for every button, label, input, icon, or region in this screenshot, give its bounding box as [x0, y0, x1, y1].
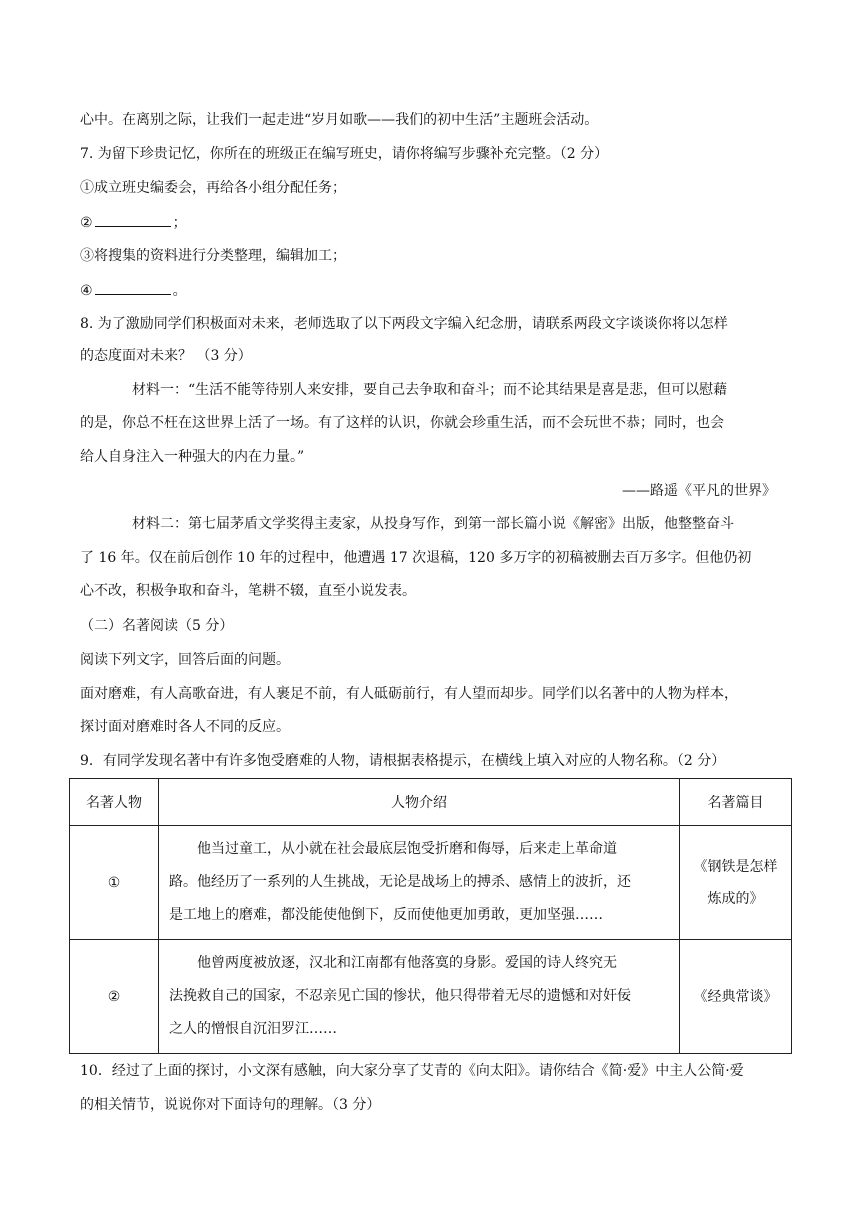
step-3: ③将搜集的资料进行分类整理，编辑加工；	[80, 248, 346, 264]
material-1-line-3: 给人自身注入一种强大的内在力量。”	[80, 449, 305, 465]
material-1-source: ——路遥《平凡的世界》	[622, 483, 776, 499]
row-1-person[interactable]: ①	[70, 826, 159, 940]
header-work: 名著篇目	[680, 779, 792, 826]
question-9: 9．有同学发现名著中有许多饱受磨难的人物，请根据表格提示，在横线上填入对应的人物名称。（2 分）	[80, 753, 726, 769]
passage-line-2: 探讨面对磨难时各人不同的反应。	[80, 719, 290, 735]
step-1: ①成立班史编委会，再给各小组分配任务；	[80, 180, 346, 196]
header-intro: 人物介绍	[159, 779, 680, 826]
material-2-line-1: 材料二：第七届茅盾文学奖得主麦家，从投身写作，到第一部长篇小说《解密》出版，他整整奋斗	[132, 516, 734, 532]
step-4-number: ④	[80, 283, 93, 299]
question-7: 7. 为留下珍贵记忆，你所在的班级正在编写班史，请你将编写步骤补充完整。（2 分）	[80, 146, 609, 162]
read-instruction: 阅读下列文字，回答后面的问题。	[80, 652, 290, 668]
material-2-line-3: 心不改，积极争取和奋斗，笔耕不辍，直至小说发表。	[80, 583, 416, 599]
step-4-punct: 。	[172, 283, 187, 299]
step-4-blank[interactable]	[95, 280, 171, 295]
table-row	[70, 940, 792, 1054]
section-2-heading: （二）名著阅读（5 分）	[80, 618, 234, 634]
header-person: 名著人物	[70, 779, 159, 826]
passage-line-1: 面对磨难，有人高歌奋进，有人裹足不前，有人砥砺前行，有人望而却步。同学们以名著中的人物为样本，	[80, 686, 738, 702]
row-1-intro: 他当过童工，从小就在社会最底层饱受折磨和侮辱，后来走上革命道 路。他经历了一系列的人生挑战，无论是战场上的搏杀、感情上的波折，还 是工地上的磨难，都没能使他倒下，反而使他更加勇敢，更加坚强……	[159, 826, 680, 940]
row-1-work: 《钢铁是怎样 炼成的》	[680, 826, 792, 940]
books-table	[69, 778, 792, 1054]
question-8-line-1: 8. 为了激励同学们积极面对未来，老师选取了以下两段文字编入纪念册，请联系两段文字谈谈你将以怎样	[80, 316, 728, 332]
question-10-line-2: 的相关情节，说说你对下面诗句的理解。（3 分）	[80, 1097, 381, 1113]
intro-end-line: 心中。在离别之际，让我们一起走进“岁月如歌——我们的初中生活”主题班会活动。	[80, 112, 599, 128]
table-header-row	[70, 779, 792, 826]
material-2-line-2: 了 16 年。仅在前后创作 10 年的过程中，他遭遇 17 次退稿，120 多万字的初稿被删去百万多字。但他仍初	[80, 550, 752, 566]
step-2-punct: ；	[172, 215, 187, 231]
row-2-intro: 他曾两度被放逐，汉北和江南都有他落寞的身影。爱国的诗人终究无 法挽救自己的国家，不忍亲见亡国的惨状，他只得带着无尽的遗憾和对奸佞 之人的憎恨自沉汨罗江……	[159, 940, 680, 1054]
step-4	[80, 280, 187, 301]
step-2-number: ②	[80, 215, 93, 231]
row-2-person[interactable]: ②	[70, 940, 159, 1054]
question-10-line-1: 10．经过了上面的探讨，小文深有感触，向大家分享了艾青的《向太阳》。请你结合《简·爱》中主人公简·爱	[80, 1063, 744, 1079]
question-8-line-2: 的态度面对未来？ （3 分）	[80, 348, 252, 364]
row-2-work: 《经典常谈》	[680, 940, 792, 1054]
step-2	[80, 212, 187, 233]
table-row	[70, 826, 792, 940]
material-1-line-1: 材料一：“生活不能等待别人来安排，要自己去争取和奋斗；而不论其结果是喜是悲，但可以慰藉	[132, 382, 728, 398]
step-2-blank[interactable]	[95, 212, 171, 227]
material-1-line-2: 的是，你总不枉在这世界上活了一场。有了这样的认识，你就会珍重生活，而不会玩世不恭；同时，也会	[80, 415, 724, 431]
